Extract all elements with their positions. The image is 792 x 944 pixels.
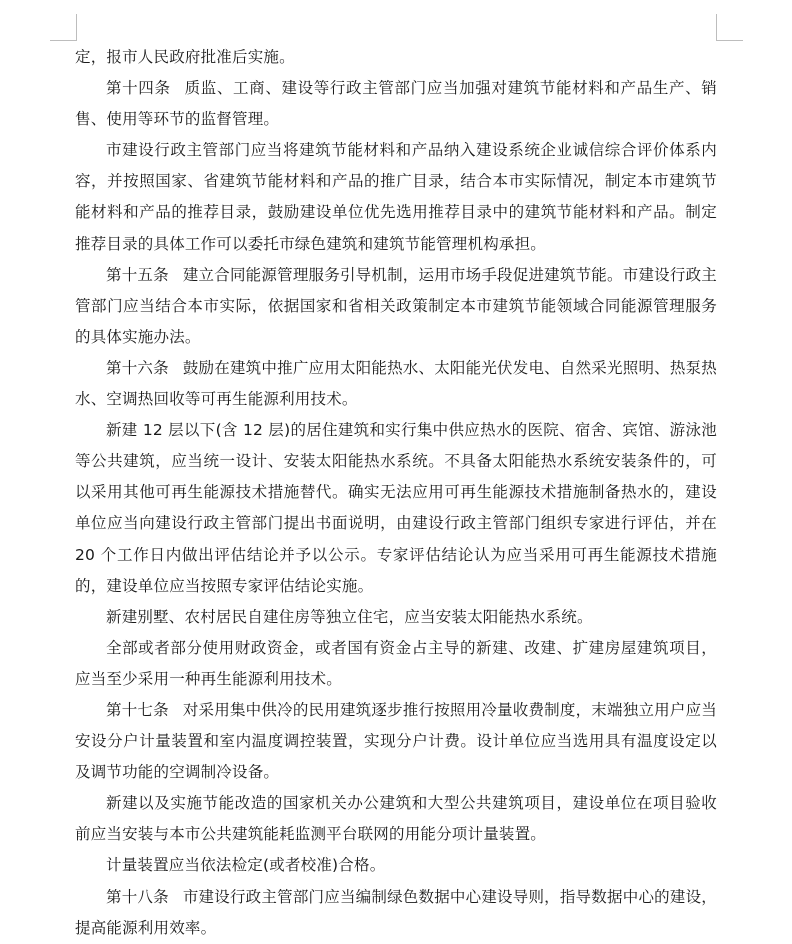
- paragraph-text: 新建以及实施节能改造的国家机关办公建筑和大型公共建筑项目，建设单位在项目验收前应当安装与本市公共建筑能耗监测平台联网的用能分项计量装置。: [75, 794, 717, 844]
- paragraph: [75, 135, 717, 259]
- paragraph-text: 市建设行政主管部门应当编制绿色数据中心建设导则，指导数据中心的建设，提高能源利用效率。: [75, 887, 717, 937]
- page-corner-mark-top-left: [50, 14, 77, 41]
- paragraph-text: 对采用集中供冷的民用建筑逐步推行按照用冷量收费制度，末端独立用户应当安设分户计量装置和室内温度调控装置，实现分户计费。设计单位应当选用具有温度设定以及调节功能的空调制冷设备。: [75, 700, 717, 782]
- article-paragraph: [75, 882, 717, 944]
- article-number: 第十六条: [106, 358, 169, 377]
- article-paragraph: [75, 260, 717, 353]
- article-paragraph: [75, 73, 717, 135]
- article-paragraph: [75, 695, 717, 788]
- paragraph-text: 市建设行政主管部门应当将建筑节能材料和产品纳入建设系统企业诚信综合评价体系内容，并按照国家、省建筑节能材料和产品的推广目录，结合本市实际情况，制定本市建筑节能材料和产品的推荐目录，鼓励建设单位优先选用推荐目录中的建筑节能材料和产品。制定推荐目录的具体工作可以委托市绿色建筑和建筑节能管理机构承担。: [75, 141, 717, 253]
- paragraph-text: 新建 12 层以下(含 12 层)的居住建筑和实行集中供应热水的医院、宿舍、宾馆、游泳池等公共建筑，应当统一设计、安装太阳能热水系统。不具备太阳能热水系统安装条件的，可以采用其他可再生能源技术措施替代。确实无法应用可再生能源技术措施制备热水的，建设单位应当向建设行政主管部门提出书面说明，由建设行政主管部门组织专家进行评估，并在 20 个工作日内做出评估结论并予以公示。专家评估结论认为应当采用可再生能源技术措施的，建设单位应当按照专家评估结论实施。: [75, 421, 717, 595]
- paragraph: [75, 633, 717, 695]
- paragraph-text: 质监、工商、建设等行政主管部门应当加强对建筑节能材料和产品生产、销售、使用等环节的监督管理。: [75, 79, 717, 129]
- paragraph: [75, 415, 717, 602]
- article-number: 第十八条: [106, 887, 169, 906]
- paragraph-text: 计量装置应当依法检定(或者校准)合格。: [106, 856, 386, 875]
- document-body: [75, 42, 717, 944]
- paragraph: [75, 602, 717, 633]
- paragraph-text: 全部或者部分使用财政资金，或者国有资金占主导的新建、改建、扩建房屋建筑项目，应当至少采用一种再生能源利用技术。: [75, 638, 717, 688]
- paragraph-text: 新建别墅、农村居民自建住房等独立住宅，应当安装太阳能热水系统。: [106, 607, 593, 626]
- article-number: 第十四条: [106, 79, 171, 98]
- paragraph: [75, 850, 717, 881]
- article-number: 第十五条: [106, 265, 169, 284]
- page-corner-mark-top-right: [716, 14, 743, 41]
- article-number: 第十七条: [106, 700, 169, 719]
- article-paragraph: [75, 353, 717, 415]
- paragraph: [75, 788, 717, 850]
- paragraph: [75, 42, 717, 73]
- paragraph-text: 建立合同能源管理服务引导机制，运用市场手段促进建筑节能。市建设行政主管部门应当结合本市实际，依据国家和省相关政策制定本市建筑节能领域合同能源管理服务的具体实施办法。: [75, 265, 717, 346]
- paragraph-text: 鼓励在建筑中推广应用太阳能热水、太阳能光伏发电、自然采光照明、热泵热水、空调热回收等可再生能源利用技术。: [75, 358, 717, 409]
- paragraph-text: 定，报市人民政府批准后实施。: [75, 48, 295, 66]
